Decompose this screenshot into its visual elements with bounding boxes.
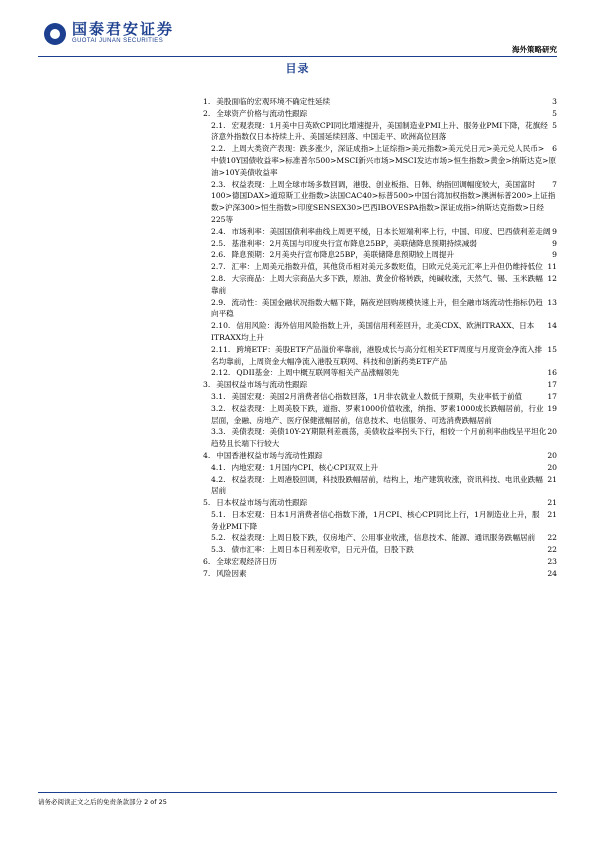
toc-text: 权益表现：上周全球市场多数回调，港股、创业板指、日韩、纳指回调幅度较大，美国富时100>德国DAX>道琼斯工业指数>法国CAC40>标普500>中国台湾加权指数>澳洲标普200>上证指数>沪深300>恒生指数>印度SENSEX30>巴西IBOVESPA指数>深证成指>纳斯达克指数>日经225等 (211, 179, 556, 224)
toc-text: 风险因素 (216, 568, 247, 578)
toc-page-number: 21 (547, 509, 557, 519)
toc-page-number: 20 (547, 450, 557, 460)
toc-text: 日本宏观：日本1月消费者信心指数下滑，1月CPI、核心CPI同比上行，1月制造业上升，服务业PMI下降 (211, 509, 540, 531)
toc-number: 2.11. (211, 344, 231, 354)
toc-text: 中国香港权益市场与流动性跟踪 (216, 450, 323, 460)
footer-divider (38, 792, 557, 793)
toc-number: 3. (203, 380, 211, 390)
toc-number: 3.2. (211, 403, 226, 413)
company-logo (44, 22, 174, 45)
toc-page-number: 12 (547, 273, 557, 283)
toc-page-number: 15 (547, 344, 557, 354)
toc-section[interactable] (197, 568, 557, 580)
toc-page-number: 14 (547, 321, 557, 331)
toc-number: 1. (203, 97, 211, 106)
toc-text: 美债表现：美债10Y-2Y期限利差震荡，美债收益率拐头下行，相较一个月前利率曲线呈平坦化趋势且长端下行较大 (211, 427, 547, 449)
toc-subsection[interactable] (197, 249, 557, 261)
toc-text: QDII基金：上周中概互联网等相关产品涨幅领先 (236, 368, 399, 378)
toc-subsection[interactable] (197, 120, 557, 144)
toc-subsection[interactable] (197, 403, 557, 427)
toc-number: 3.3. (211, 427, 226, 437)
toc-text: 美国宏观：美国2月消费者信心指数回落，1月非农就业人数低于预期，失业率低于前值 (231, 391, 523, 401)
toc-subsection[interactable] (197, 297, 557, 321)
toc-section[interactable] (197, 379, 557, 391)
toc-number: 2.7. (211, 262, 226, 272)
toc-text: 权益表现：上周日股下跌，仅房地产、公用事业收涨，信息技术、能源、通讯服务跌幅居前 (231, 533, 536, 543)
toc-page-number: 22 (547, 545, 557, 555)
toc-text: 债市汇率：上周日本日利差收窄，日元升值，日股下跌 (231, 545, 414, 555)
toc-number: 2.5. (211, 238, 226, 248)
toc-number: 5.3. (211, 545, 226, 555)
page-header (38, 20, 557, 54)
toc-number: 6. (203, 557, 211, 567)
logo-cn: 国泰君安证券 (72, 20, 175, 38)
toc-page-number: 9 (552, 226, 557, 236)
toc-section[interactable] (197, 450, 557, 462)
toc-page-number: 5 (552, 120, 557, 130)
report-type: 海外策略研究 (512, 45, 557, 54)
toc-text: 内地宏观：1月国内CPI、核心CPI双双上升 (231, 462, 379, 472)
toc-number: 4.2. (211, 474, 226, 484)
toc-subsection[interactable] (197, 532, 557, 544)
toc-text: 上周大类资产表现：跌多涨少，深证成指>上证综指>美元指数>美元兑日元>美元兑人民币>中债10Y国债收益率>标准普尔500>MSCI新兴市场>MSCI发达市场>恒生指数>黄金>纳斯达克>原油>10Y美债收益率 (211, 144, 557, 177)
toc-section[interactable] (197, 108, 557, 120)
toc-text: 美国权益市场与流动性跟踪 (216, 380, 308, 390)
toc-subsection[interactable] (197, 474, 557, 498)
toc-number: 2.6. (211, 250, 226, 260)
toc-text: 全球资产价格与流动性跟踪 (216, 108, 308, 118)
toc-subsection[interactable] (197, 426, 557, 450)
toc-title: 目录 (285, 62, 310, 75)
toc-subsection[interactable] (197, 179, 557, 226)
toc-section[interactable] (197, 497, 557, 509)
toc-section[interactable] (197, 96, 557, 108)
toc-text: 权益表现：上周美股下跌，道指、罗素1000价值收涨，纳指、罗素1000成长跌幅居前，行业层面，金融、房地产、医疗保健涨幅居前，信息技术、电信服务、可选消费跌幅居前 (211, 403, 544, 425)
toc-page-number: 20 (547, 462, 557, 472)
toc-text: 跨境ETF：美股ETF产品溢价率靠前，港股成长与高分红相关ETF周度与月度资金净流入排名均靠前，上周资金大幅净流入港股互联网、科技和创新药类ETF产品 (211, 344, 543, 366)
toc-text: 权益表现：上周港股回调，科技股跌幅居前，结构上，地产建筑收涨，资讯科技、电讯业跌幅居前 (211, 474, 543, 496)
toc-number: 4. (203, 450, 211, 460)
toc-page-number: 20 (547, 427, 557, 437)
toc-number: 4.1. (211, 462, 226, 472)
toc-text: 信用风险：海外信用风险指数上升，美国信用利差回升，北美CDX、欧洲ITRAXX、日本ITRAXX均上升 (211, 321, 535, 342)
toc-page-number: 9 (552, 250, 557, 260)
toc-text: 降息预期：2月美央行宣布降息25BP，美联储降息预期较上周提升 (231, 250, 455, 260)
toc-page-number: 16 (547, 368, 557, 378)
toc-page-number: 21 (547, 498, 557, 508)
toc-page-number: 17 (547, 391, 557, 401)
toc-page-number: 24 (547, 568, 557, 578)
toc-subsection[interactable] (197, 226, 557, 238)
toc-text: 基准利率：2月英国与印度央行宣布降息25BP，美联储降息预期持续减弱 (231, 238, 477, 248)
toc-text: 全球宏观经济日历 (216, 557, 277, 567)
toc-subsection[interactable] (197, 367, 557, 379)
header-divider (38, 56, 557, 57)
footer-disclaimer: 请务必阅读正文之后的免责条款部分 2 of 25 (38, 798, 167, 806)
toc-text: 汇率：上周美元指数升值，其他货币相对美元多数贬值，日欧元兑美元汇率上升但仍维持低位 (231, 262, 543, 272)
toc-subsection[interactable] (197, 273, 557, 297)
toc-text: 大宗商品：上周大宗商品大多下跌，原油、黄金价格转跌，纯碱收涨，天然气、锡、玉米跌幅靠前 (211, 273, 543, 295)
toc-number: 2.2. (211, 144, 226, 154)
toc-page-number: 22 (547, 533, 557, 543)
toc-text: 美股面临的宏观环境不确定性延续 (216, 97, 331, 106)
toc-page-number: 19 (547, 403, 557, 413)
toc-page-number: 6 (552, 144, 557, 154)
toc-number: 2.3. (211, 179, 226, 189)
toc-text: 市场利率：美国国债利率曲线上周更平缓，日本长短端利率上行，中国、印度、巴西债利差走阔 (231, 226, 551, 236)
toc-page-number: 11 (547, 262, 557, 272)
toc-number: 2.12. (211, 368, 231, 378)
toc-page-number: 5 (552, 108, 557, 118)
toc-number: 5.1. (211, 509, 226, 519)
toc-number: 2. (203, 108, 211, 118)
toc-number: 2.4. (211, 226, 226, 236)
toc-subsection[interactable] (197, 509, 557, 533)
toc-text: 日本权益市场与流动性跟踪 (216, 498, 308, 508)
toc-subsection[interactable] (197, 544, 557, 556)
toc-text: 宏观表现：1月美中日英欧CPI同比增速提升，美国制造业PMI上升、服务业PMI下降，花旗经济意外指数仅日本持续上升、美国延续回落、中国走平、欧洲高位回落 (211, 120, 548, 142)
toc-page-number: 17 (547, 380, 557, 390)
toc-number: 2.8. (211, 273, 226, 283)
toc-page-number: 3 (552, 97, 557, 106)
toc-page-number: 9 (552, 238, 557, 248)
toc-number: 2.10. (211, 321, 231, 331)
toc-page-number: 23 (547, 557, 557, 567)
toc-subsection[interactable] (197, 238, 557, 250)
toc-number: 5. (203, 498, 211, 508)
toc-subsection[interactable] (197, 261, 557, 273)
toc-number: 7. (203, 568, 211, 578)
toc-number: 2.9. (211, 297, 226, 307)
logo-en: GUOTAI JUNAN SECURITIES (72, 38, 164, 44)
toc-section[interactable] (197, 556, 557, 568)
toc-page-number: 7 (552, 179, 557, 189)
toc-page-number: 13 (547, 297, 557, 307)
toc-number: 2.1. (211, 120, 226, 130)
toc-subsection[interactable] (197, 320, 557, 344)
toc-number: 5.2. (211, 533, 226, 543)
toc-page-number: 21 (547, 474, 557, 484)
toc-subsection[interactable] (197, 391, 557, 403)
toc-text: 流动性：美国金融状况指数大幅下降，隔夜逆回购规模快速上升，但全融市场流动性指标仍趋向平稳 (211, 297, 543, 319)
table-of-contents (197, 96, 557, 580)
toc-number: 3.1. (211, 391, 226, 401)
toc-subsection[interactable] (197, 462, 557, 474)
toc-subsection[interactable] (197, 143, 557, 178)
toc-subsection[interactable] (197, 344, 557, 368)
logo-mark-icon (44, 23, 66, 45)
